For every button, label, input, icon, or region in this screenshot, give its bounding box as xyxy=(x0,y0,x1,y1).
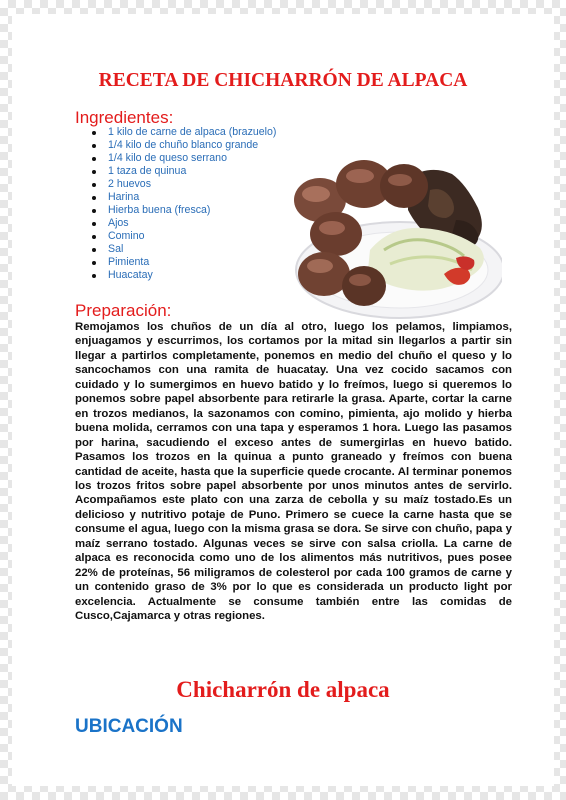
ingredient-item: Harina xyxy=(84,191,304,204)
ingredient-item: Sal xyxy=(84,243,304,256)
ingredient-item: 1 taza de quinua xyxy=(84,165,304,178)
recipe-page xyxy=(12,14,554,786)
chuno-potato xyxy=(319,221,345,235)
ingredients-heading: Ingredientes: xyxy=(75,108,174,127)
chuno-potato xyxy=(349,274,371,286)
chuno-potato xyxy=(302,186,330,202)
ingredient-item: Comino xyxy=(84,230,304,243)
ingredients-list xyxy=(84,126,304,282)
ingredient-item: 1 kilo de carne de alpaca (brazuelo) xyxy=(84,126,304,139)
preparation-text: Remojamos los chuños de un día al otro, luego los pelamos, limpiamos, enjuagamos y escurrimos, los cortamos por la mitad sin llegarlos a partir sin llegar a partirlos completamente, ponemos en medio del chuño el queso y lo sancochamos con una ramita de huacatay. Una vez cocido sacamos con cuidado y lo sumergimos en huevo batido y lo freímos, luego si queremos lo ponemos sobre papel absorbente para retirarle la grasa. Aparte, cortar la carne en trozos medianos, la sazonamos con comino, pimienta, ajo molido y hierba buena molida, cerramos con una tapa y esperamos 1 hora. Luego las pasamos por harina, sacudiendo el exceso antes de sumergirlas en huevo batido. Pasamos los trozos en la quinua a punto graneado y freímos con buena cantidad de aceite, hasta que la superficie quede crocante. Al terminar ponemos los trozos fritos sobre papel absorbente por unos minutos antes de servirlo. Acompañamos este plato con una zarza de cebolla y su maíz tostado.Es un delicioso y nutritivo potaje de Puno. Primero se cuece la carne hasta que se consume el agua, luego con la misma grasa se dora. Se sirve con chuño, papa y maíz serrano tostado. Algunas veces se sirve con salsa criolla. La carne de alpaca es reconocida como uno de los alimentos más nutritivos, pues posee 22% de proteínas, 56 miligramos de colesterol por cada 100 gramos de carne y un contenido graso de 3% por lo que es considerada un producto light por excelencia. Actualmente se consume también entre las comidas de Cusco,Cajamarca y otras regiones. xyxy=(75,321,512,623)
preparation-heading: Preparación: xyxy=(75,301,172,320)
ingredient-item: 2 huevos xyxy=(84,178,304,191)
chuno-potato xyxy=(307,259,333,273)
ingredient-item: 1/4 kilo de chuño blanco grande xyxy=(84,139,304,152)
chuno-potato xyxy=(380,164,428,208)
chuno-potato xyxy=(342,266,386,306)
ingredient-item: Huacatay xyxy=(84,269,304,282)
ingredient-item: 1/4 kilo de queso serrano xyxy=(84,152,304,165)
dish-subtitle: Chicharrón de alpaca xyxy=(176,677,390,702)
page-title: RECETA DE CHICHARRÓN DE ALPACA xyxy=(98,70,468,91)
chuno-potato xyxy=(298,252,350,296)
ingredient-item: Hierba buena (fresca) xyxy=(84,204,304,217)
chuno-potato xyxy=(388,174,412,186)
chuno-potato xyxy=(346,169,374,183)
food-plate-photo xyxy=(280,138,502,322)
location-heading: UBICACIÓN xyxy=(75,716,183,737)
ingredient-item: Ajos xyxy=(84,217,304,230)
ingredient-item: Pimienta xyxy=(84,256,304,269)
